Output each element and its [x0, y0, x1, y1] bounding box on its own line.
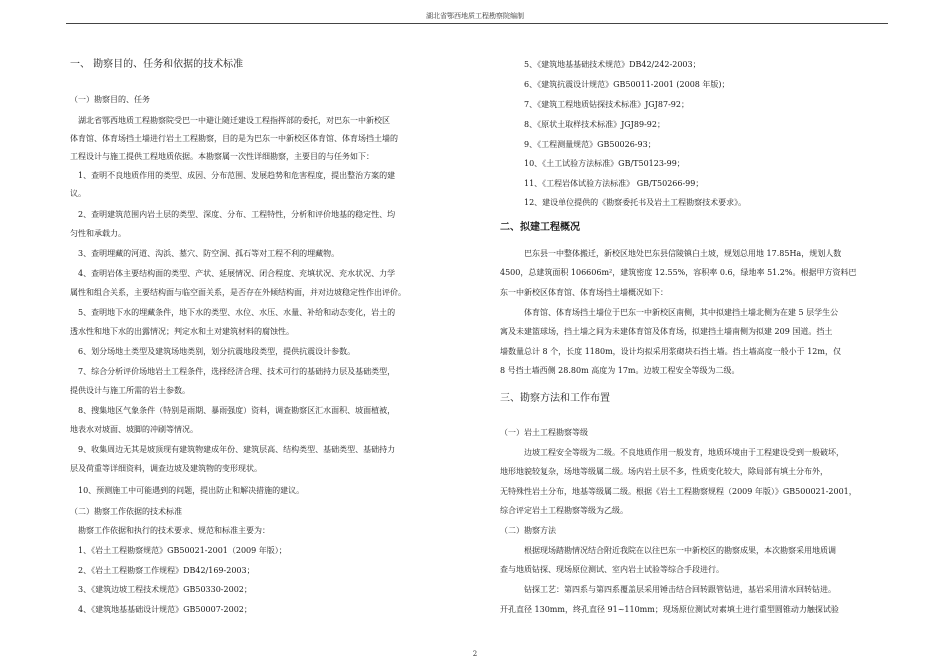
- text-line: 钻探工艺：第四系与第四系覆盖层采用锤击结合回转跟管钻进，基岩采用清水回转钻进。: [524, 585, 836, 594]
- section-heading: 二、拟建工程概况: [500, 222, 580, 233]
- text-line: 地表水对坡面、坡脚的冲刷等情况。: [70, 425, 198, 434]
- text-line: 提供设计与施工所需的岩土参数。: [70, 386, 190, 395]
- text-line: 湖北省鄂西地质工程勘察院受巴一中避让随迁建设工程指挥部的委托，对巴东一中新校区: [78, 116, 390, 125]
- text-line: 8、搜集地区气象条件（特别是雨期、暴雨强度）资料，调查勘察区汇水面积、坡面植被，: [78, 406, 396, 415]
- text-line: 1、查明不良地质作用的类型、成因、分布范围、发展趋势和危害程度，提出整治方案的建: [78, 171, 396, 180]
- text-line: 10、《土工试验方法标准》GB/T50123-99；: [524, 159, 685, 168]
- text-line: 查与地质钻探、现场原位测试、室内岩土试验等综合手段进行。: [500, 565, 724, 574]
- text-line: 边坡工程安全等级为二级。不良地质作用一般发育，地质环境由于工程建设受到一般破坏，: [524, 448, 844, 457]
- text-line: 属性和组合关系，主要结构面与临空面关系，是否存在外倾结构面，并对边坡稳定性作出评价。: [70, 288, 406, 297]
- text-line: 7、《建筑工程地质钻探技术标准》JGJ87-92；: [524, 100, 689, 109]
- text-line: 1、《岩土工程勘察规范》GB50021-2001（2009 年版）；: [78, 546, 287, 555]
- text-line: 5、查明地下水的埋藏条件，地下水的类型、水位、水压、水量、补给和动态变化，岩土的: [78, 308, 396, 317]
- text-line: 开孔直径 130mm，终孔直径 91~110mm；现场原位测试对素填土进行重型圆锥动力触探试验: [500, 605, 839, 614]
- section-heading: 一、 勘察目的、任务和依据的技术标准: [70, 59, 244, 70]
- text-line: （二）勘察工作依据的技术标准: [70, 507, 182, 516]
- text-line: 匀性和承载力。: [70, 229, 126, 238]
- text-line: 巴东县一中整体搬迁，新校区地处巴东县信陵镇白土坡，规划总用地 17.85Ha，规划人数: [524, 249, 842, 258]
- text-line: 11、《工程岩体试验方法标准》 GB/T50266-99；: [524, 179, 704, 188]
- text-line: 体育馆、体育场挡土墙位于巴东一中新校区南侧，其中拟建挡土墙北侧为在建 5 层学生公: [524, 308, 839, 317]
- text-line: 4、《建筑地基基础设计规范》GB50007-2002；: [78, 605, 252, 614]
- text-line: 8 号挡土墙西侧 28.80m 高度为 17m。边坡工程安全等级为二级。: [500, 366, 740, 375]
- text-line: 8、《原状土取样技术标准》JGJ89-92；: [524, 120, 665, 129]
- text-line: 工程设计与施工提供工程地质依据。本勘察属一次性详细勘察，主要目的与任务如下：: [70, 152, 374, 161]
- text-line: 5、《建筑地基基础技术规范》DB42/242-2003；: [524, 60, 701, 69]
- text-line: 2、《岩土工程勘察工作规程》DB42/169-2003；: [78, 566, 255, 575]
- text-line: 4、查明岩体主要结构面的类型、产状、延展情况、闭合程度、充填状况、充水状况、力学: [78, 269, 396, 278]
- text-line: 4500，总建筑面积 106606m²，建筑密度 12.55%，容积率 0.6，绿地率 51.2%。根据甲方资料巴: [500, 268, 857, 277]
- text-line: 层及荷重等详细资料，调查边坡及建筑物的变形现状。: [70, 464, 262, 473]
- text-line: 6、《建筑抗震设计规范》GB50011-2001 (2008 年版)；: [524, 80, 730, 89]
- header-divider: [66, 23, 888, 24]
- text-line: 7、综合分析评价场地岩土工程条件，选择经济合理、技术可行的基础持力层及基础类型，: [78, 367, 396, 376]
- text-line: 2、查明建筑范围内岩土层的类型、深度、分布、工程特性，分析和评价地基的稳定性、均: [78, 210, 396, 219]
- text-line: 6、划分场地土类型及建筑场地类别，划分抗震地段类型，提供抗震设计参数。: [78, 347, 356, 356]
- text-line: 地形地貌较复杂，场地等级属二级。场内岩土层不多，性质变化较大，除局部有填土分布外，: [500, 467, 828, 476]
- text-line: 3、查明埋藏的河道、沟浜、墓穴、防空洞、孤石等对工程不利的埋藏物。: [78, 249, 340, 258]
- text-line: 勘察工作依据和执行的技术要求、规范和标准主要为：: [78, 526, 270, 535]
- page-header: 湖北省鄂西地质工程勘察院编制: [426, 12, 524, 20]
- text-line: 综合评定岩土工程勘察等级为乙级。: [500, 506, 628, 515]
- text-line: 东一中新校区体育馆、体育场挡土墙概况如下：: [500, 288, 668, 297]
- text-line: 根据现场踏勘情况结合附近我院在以往巴东一中新校区的勘察成果，本次勘察采用地质调: [524, 546, 836, 555]
- text-line: 墙数量总计 8 个，长度 1180m，设计均拟采用浆砌块石挡土墙。挡土墙高度一般小于 12m，仅: [500, 347, 841, 356]
- text-line: 透水性和地下水的出露情况；判定水和土对建筑材料的腐蚀性。: [70, 327, 294, 336]
- text-line: （二）勘察方法: [500, 526, 556, 535]
- text-line: （一）勘察目的、任务: [70, 95, 150, 104]
- text-line: 9、《工程测量规范》GB50026-93；: [524, 140, 656, 149]
- text-line: 3、《建筑边坡工程技术规范》GB50330-2002；: [78, 585, 252, 594]
- text-line: 无特殊性岩土分布，地基等级属二级。根据《岩土工程勘察规程（2009 年版）》GB500021-2001，: [500, 487, 857, 496]
- section-heading: 三、勘察方法和工作布置: [500, 393, 610, 404]
- text-line: 9、收集周边无其是坡顶现有建筑物建成年份、建筑层高、结构类型、基础类型、基础持力: [78, 445, 396, 454]
- text-line: 议。: [70, 189, 86, 198]
- text-line: 体育馆、体育场挡土墙进行岩土工程勘察，目的是为巴东一中新校区体育馆、体育场挡土墙的: [70, 134, 398, 143]
- text-line: 12、建设单位提供的《勘察委托书及岩土工程勘察技术要求》。: [524, 198, 747, 207]
- text-line: 寓及未建篮球场，挡土墙之间为未建体育馆及体育场，拟建挡土墙南侧为拟建 209 国道。挡土: [500, 327, 833, 336]
- page-number: 2: [472, 650, 478, 658]
- text-line: （一）岩土工程勘察等级: [500, 428, 588, 437]
- text-line: 10、预测施工中可能遇到的问题，提出防止和解决措施的建议。: [78, 486, 305, 495]
